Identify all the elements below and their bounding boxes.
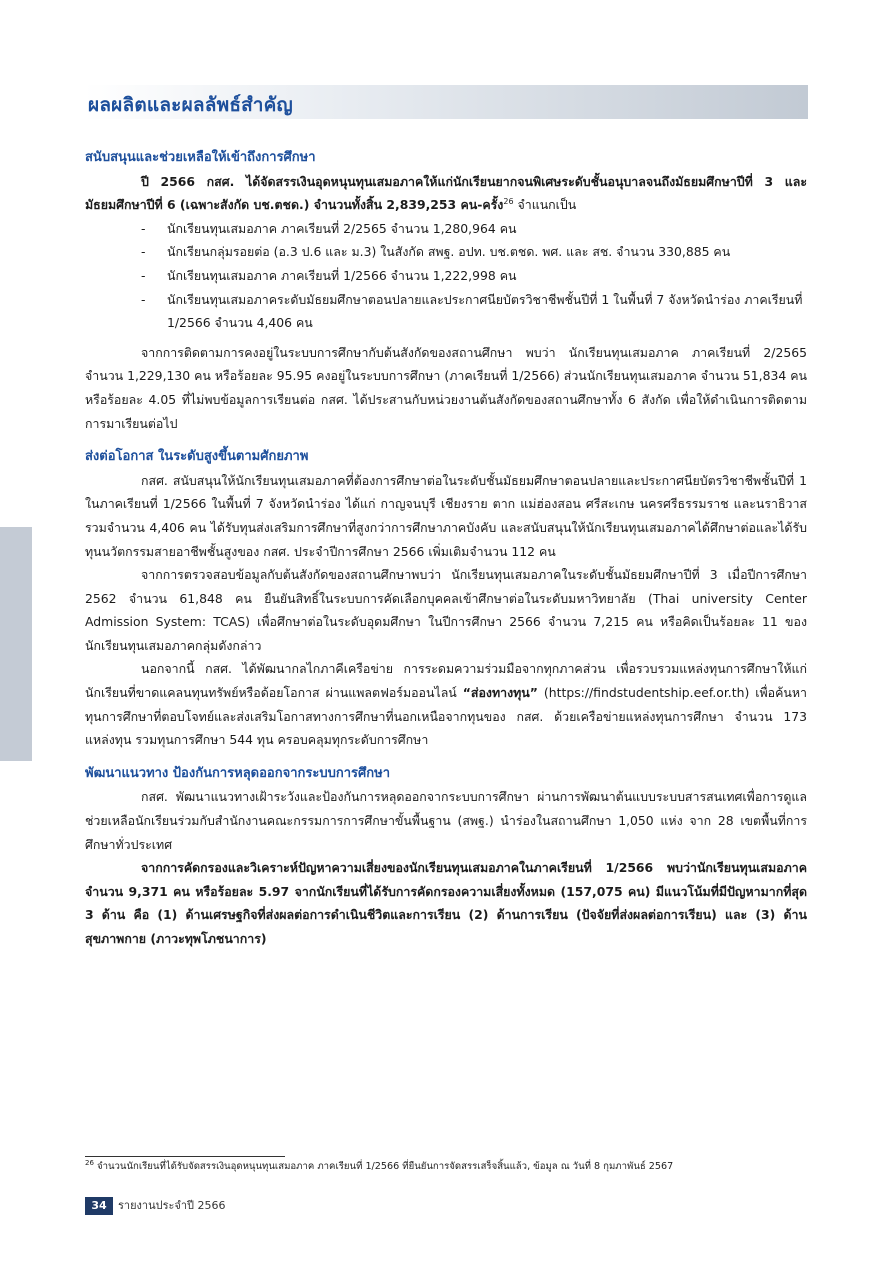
section3-heading: พัฒนาแนวทาง ป้องกันการหลุดออกจากระบบการศึกษา	[85, 765, 390, 781]
list-item-text: นักเรียนทุนเสมอภาค ภาคเรียนที่ 2/2565 จำนวน 1,280,964 คน	[167, 220, 517, 236]
footnote-number: 26	[85, 1158, 94, 1167]
section1-intro	[85, 170, 807, 217]
footnote-divider	[85, 1156, 285, 1157]
list-item	[141, 264, 807, 288]
dash-bullet: -	[141, 291, 146, 307]
title-bar	[84, 85, 808, 119]
section2-paragraph-3-text-b: (https://findstudentship.eef.or.th) เพื่อค้นหาทุนการศึกษาที่ตอบโจทย์และส่งเสริมโอกาสทางการศึกษาที่นอกเหนือจากทุนของ กสศ. ด้วยเครือข่ายแหล่งทุนการศึกษา จำนวน 173 แหล่งทุน รวมทุนการศึกษา 544 ทุน ครอบคลุมทุกระดับการศึกษา	[85, 685, 808, 748]
section1-heading: สนับสนุนและช่วยเหลือให้เข้าถึงการศึกษา	[85, 150, 316, 165]
list-item-text: นักเรียนทุนเสมอภาคระดับมัธยมศึกษาตอนปลายและประกาศนียบัตรวิชาชีพชั้นปีที่ 1 ในพื้นที่ 7 จังหวัดนำร่อง ภาคเรียนที่ 1/2566 จำนวน 4,406 คน	[167, 291, 803, 331]
section1-follow-paragraph: จากการติดตามการคงอยู่ในระบบการศึกษากับต้นสังกัดของสถานศึกษา พบว่า นักเรียนทุนเสมอภาค ภาคเรียนที่ 2/2565 จำนวน 1,229,130 คน หรือร้อยละ 95.95 คงอยู่ในระบบการศึกษา (ภาคเรียนที่ 1/2566) ส่วนนักเรียนทุนเสมอภาค จำนวน 51,834 คน หรือร้อยละ 4.05 ที่ไม่พบข้อมูลการเรียนต่อ กสศ. ได้ประสานกับหน่วยงานต้นสังกัดของสถานศึกษาทั้ง 6 สังกัด เพื่อให้ดำเนินการติดตามการมาเรียนต่อไป	[85, 344, 807, 431]
platform-name: “ส่องทางทุน”	[462, 685, 538, 701]
page-number: 34	[85, 1197, 113, 1215]
footnote-ref: 26	[503, 197, 514, 207]
main-content	[85, 146, 807, 951]
section1-bullet-list	[85, 217, 807, 335]
report-label: รายงานประจำปี 2566	[118, 1199, 226, 1212]
section3-paragraph-1: กสศ. พัฒนาแนวทางเฝ้าระวังและป้องกันการหลุดออกจากระบบการศึกษา ผ่านการพัฒนาต้นแบบระบบสารสนเทศเพื่อการดูแลช่วยเหลือนักเรียนร่วมกับสำนักงานคณะกรรมการการศึกษาขั้นพื้นฐาน (สพฐ.) นำร่องในสถานศึกษา 1,050 แห่ง จาก 28 เขตพื้นที่การศึกษาทั่วประเทศ	[85, 789, 807, 852]
dash-bullet: -	[141, 220, 146, 236]
page-title: ผลผลิตและผลลัพธ์สำคัญ	[88, 94, 293, 116]
section1-intro-bold: ปี 2566 กสศ. ได้จัดสรรเงินอุดหนุนทุนเสมอภาคให้แก่นักเรียนยากจนพิเศษระดับชั้นอนุบาลจนถึงมัธยมศึกษาปีที่ 3 และมัธยมศึกษาปีที่ 6 (เฉพาะสังกัด บช.ตชด.) จำนวนทั้งสิ้น 2,839,253 คน-ครั้ง	[85, 173, 807, 213]
footnote-text: จำนวนนักเรียนที่ได้รับจัดสรรเงินอุดหนุนทุนเสมอภาค ภาคเรียนที่ 1/2566 ที่ยืนยันการจัดสรรเสร็จสิ้นแล้ว, ข้อมูล ณ วันที่ 8 กุมภาพันธ์ 2567	[93, 1161, 674, 1172]
list-item-text: นักเรียนทุนเสมอภาค ภาคเรียนที่ 1/2566 จำนวน 1,222,998 คน	[167, 267, 517, 283]
section1-intro-tail: จำแนกเป็น	[513, 197, 577, 213]
list-item-text: นักเรียนกลุ่มรอยต่อ (อ.3 ป.6 และ ม.3) ในสังกัด สพฐ. อปท. บช.ตชด. พศ. และ สช. จำนวน 330,885 คน	[167, 244, 731, 260]
dash-bullet: -	[141, 244, 146, 260]
section3-paragraph-2: จากการคัดกรองและวิเคราะห์ปัญหาความเสี่ยงของนักเรียนทุนเสมอภาคในภาคเรียนที่ 1/2566 พบว่านักเรียนทุนเสมอภาค จำนวน 9,371 คน หรือร้อยละ 5.97 จากนักเรียนที่ได้รับการคัดกรองความเสี่ยงทั้งหมด (157,075 คน) มีแนวโน้มที่มีปัญหามากที่สุด 3 ด้าน คือ (1) ด้านเศรษฐกิจที่ส่งผลต่อการดำเนินชีวิตและการเรียน (2) ด้านการเรียน (ปัจจัยที่ส่งผลต่อการเรียน) และ (3) ด้านสุขภาพกาย (ภาวะทุพโภชนาการ)	[85, 860, 807, 946]
section2-heading: ส่งต่อโอกาส ในระดับสูงขึ้นตามศักยภาพ	[85, 449, 309, 465]
section2-paragraph-3	[85, 657, 807, 751]
list-item	[141, 217, 807, 241]
list-item	[141, 288, 807, 335]
section2-paragraph-1: กสศ. สนับสนุนให้นักเรียนทุนเสมอภาคที่ต้องการศึกษาต่อในระดับชั้นมัธยมศึกษาตอนปลายและประกาศนียบัตรวิชาชีพชั้นปีที่ 1 ในภาคเรียนที่ 1/2566 ในพื้นที่ 7 จังหวัดนำร่อง ได้แก่ กาญจนบุรี เชียงราย ตาก แม่ฮ่องสอน ศรีสะเกษ นครศรีธรรมราช และนราธิวาส รวมจำนวน 4,406 คน ได้รับทุนส่งเสริมการศึกษาที่สูงกว่าการศึกษาภาคบังคับ และสนับสนุนให้นักเรียนทุนเสมอภาคได้ศึกษาต่อและได้รับทุนนวัตกรรมสายอาชีพชั้นสูงของ กสศ. ประจำปีการศึกษา 2566 เพิ่มเติมจำนวน 112 คน	[85, 472, 807, 559]
footnote	[85, 1160, 815, 1174]
dash-bullet: -	[141, 267, 146, 283]
side-tab-decoration	[0, 527, 32, 761]
section2-paragraph-2: จากการตรวจสอบข้อมูลกับต้นสังกัดของสถานศึกษาพบว่า นักเรียนทุนเสมอภาคในระดับชั้นมัธยมศึกษาปีที่ 3 เมื่อปีการศึกษา 2562 จำนวน 61,848 คน ยืนยันสิทธิ์ในระบบการคัดเลือกบุคคลเข้าศึกษาต่อในระดับมหาวิทยาลัย (Thai university Center Admission System: TCAS) เพื่อศึกษาต่อในระดับอุดมศึกษา ในปีการศึกษา 2566 จำนวน 7,215 คน หรือคิดเป็นร้อยละ 11 ของนักเรียนทุนเสมอภาคกลุ่มดังกล่าว	[85, 567, 807, 653]
section2-paragraph-3-text-a: นอกจากนี้ กสศ. ได้พัฒนากลไกภาคีเครือข่าย การระดมความร่วมมือจากทุกภาคส่วน เพื่อรวบรวมแหล่งทุนการศึกษาให้แก่นักเรียนที่ขาดแคลนทุนทรัพย์หรือด้อยโอกาส ผ่านแพลตฟอร์มออนไลน์	[85, 661, 807, 701]
list-item	[141, 240, 807, 264]
